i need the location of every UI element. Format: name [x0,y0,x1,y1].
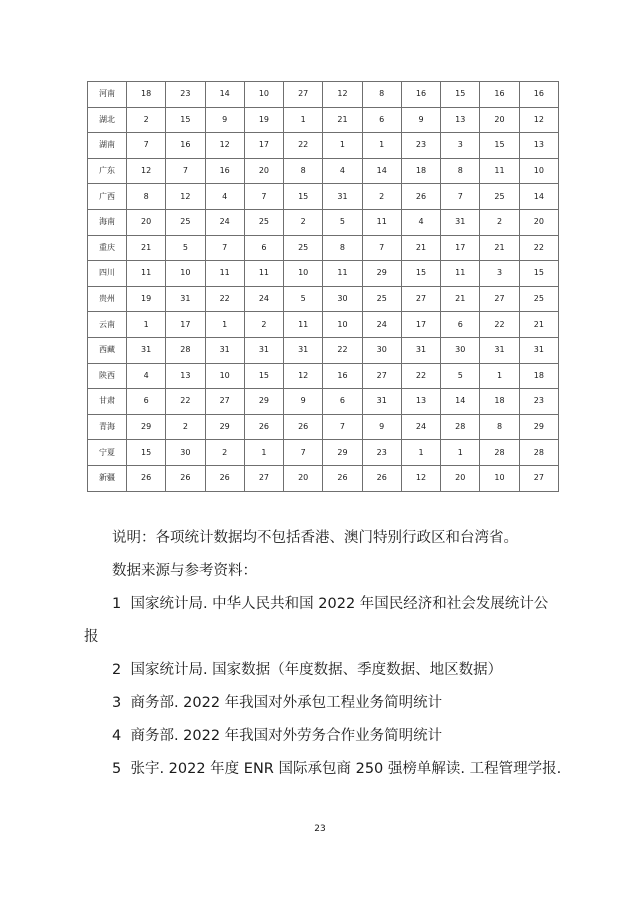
rank-cell: 18 [127,82,166,108]
table-row [88,261,559,287]
rank-cell: 26 [205,465,244,491]
rank-cell: 3 [480,261,519,287]
rank-cell: 29 [519,414,558,440]
rank-cell: 9 [401,107,440,133]
rank-cell: 22 [519,235,558,261]
rank-cell: 30 [323,286,362,312]
rank-cell: 19 [127,286,166,312]
rank-cell: 10 [205,363,244,389]
rank-cell: 2 [127,107,166,133]
rank-cell: 15 [244,363,283,389]
reference-text: 商务部. 2022 年我国对外劳务合作业务简明统计 [130,728,443,744]
province-cell: 青海 [88,414,127,440]
rank-cell: 21 [441,286,480,312]
page-number: 23 [314,824,326,834]
rank-cell: 23 [401,133,440,159]
reference-text: 张宇. 2022 年度 ENR 国际承包商 250 强榜单解读. 工程管理学报. [130,761,562,777]
rank-cell: 21 [127,235,166,261]
rank-cell: 31 [323,184,362,210]
rank-cell: 29 [205,414,244,440]
province-cell: 广东 [88,158,127,184]
rank-cell: 9 [205,107,244,133]
rank-cell: 2 [205,440,244,466]
rank-cell: 21 [323,107,362,133]
reference-2 [84,660,568,680]
rank-cell: 6 [127,389,166,415]
reference-4 [84,726,568,746]
rank-cell: 21 [401,235,440,261]
rank-cell: 12 [166,184,205,210]
province-cell: 重庆 [88,235,127,261]
rank-cell: 15 [441,82,480,108]
rank-cell: 14 [362,158,401,184]
reference-number: 5 [112,761,122,777]
table-row [88,440,559,466]
table-row [88,82,559,108]
ranking-table-body [88,82,559,492]
rank-cell: 20 [244,158,283,184]
rank-cell: 28 [166,337,205,363]
rank-cell: 25 [519,286,558,312]
rank-cell: 31 [480,337,519,363]
rank-cell: 31 [244,337,283,363]
rank-cell: 29 [323,440,362,466]
rank-cell: 31 [127,337,166,363]
rank-cell: 11 [480,158,519,184]
rank-cell: 19 [244,107,283,133]
table-row [88,337,559,363]
rank-cell: 1 [284,107,323,133]
rank-cell: 16 [480,82,519,108]
rank-cell: 12 [205,133,244,159]
rank-cell: 16 [166,133,205,159]
province-cell: 河南 [88,82,127,108]
rank-cell: 5 [441,363,480,389]
table-row [88,133,559,159]
rank-cell: 1 [401,440,440,466]
rank-cell: 25 [244,209,283,235]
table-row [88,389,559,415]
rank-cell: 31 [205,337,244,363]
rank-cell: 14 [441,389,480,415]
rank-cell: 4 [401,209,440,235]
rank-cell: 31 [362,389,401,415]
rank-cell: 24 [401,414,440,440]
rank-cell: 8 [284,158,323,184]
rank-cell: 2 [362,184,401,210]
rank-cell: 11 [244,261,283,287]
rank-cell: 13 [441,107,480,133]
rank-cell: 24 [205,209,244,235]
rank-cell: 11 [323,261,362,287]
rank-cell: 31 [401,337,440,363]
rank-cell: 1 [480,363,519,389]
rank-cell: 10 [244,82,283,108]
rank-cell: 31 [441,209,480,235]
rank-cell: 17 [244,133,283,159]
table-row [88,184,559,210]
rank-cell: 21 [480,235,519,261]
rank-cell: 1 [362,133,401,159]
province-cell: 新疆 [88,465,127,491]
rank-cell: 11 [127,261,166,287]
rank-cell: 4 [127,363,166,389]
rank-cell: 20 [127,209,166,235]
reference-1 [84,594,568,614]
rank-cell: 22 [284,133,323,159]
table-row [88,158,559,184]
province-cell: 西藏 [88,337,127,363]
rank-cell: 2 [244,312,283,338]
rank-cell: 3 [441,133,480,159]
rank-cell: 16 [401,82,440,108]
table-row [88,209,559,235]
rank-cell: 1 [441,440,480,466]
table-row [88,363,559,389]
rank-cell: 1 [205,312,244,338]
rank-cell: 27 [401,286,440,312]
rank-cell: 7 [244,184,283,210]
rank-cell: 7 [362,235,401,261]
rank-cell: 22 [166,389,205,415]
rank-cell: 2 [166,414,205,440]
table-row [88,107,559,133]
rank-cell: 9 [284,389,323,415]
rank-cell: 5 [323,209,362,235]
rank-cell: 30 [166,440,205,466]
rank-cell: 14 [519,184,558,210]
rank-cell: 10 [166,261,205,287]
rank-cell: 22 [480,312,519,338]
rank-cell: 2 [480,209,519,235]
rank-cell: 12 [519,107,558,133]
explanation-note: 说明：各项统计数据均不包括香港、澳门特别行政区和台湾省。 [112,530,518,546]
rank-cell: 11 [362,209,401,235]
rank-cell: 30 [441,337,480,363]
rank-cell: 30 [362,337,401,363]
rank-cell: 12 [323,82,362,108]
rank-cell: 13 [401,389,440,415]
rank-cell: 27 [480,286,519,312]
rank-cell: 5 [284,286,323,312]
rank-cell: 15 [480,133,519,159]
rank-cell: 8 [441,158,480,184]
rank-cell: 22 [323,337,362,363]
rank-cell: 4 [205,184,244,210]
rank-cell: 10 [284,261,323,287]
rank-cell: 1 [323,133,362,159]
rank-cell: 20 [441,465,480,491]
rank-cell: 8 [362,82,401,108]
rank-cell: 25 [480,184,519,210]
table-row [88,286,559,312]
rank-cell: 8 [480,414,519,440]
table-row [88,312,559,338]
rank-cell: 4 [323,158,362,184]
rank-cell: 26 [323,465,362,491]
rank-cell: 18 [480,389,519,415]
rank-cell: 7 [323,414,362,440]
reference-number: 2 [112,662,122,678]
rank-cell: 12 [127,158,166,184]
rank-cell: 22 [205,286,244,312]
province-cell: 贵州 [88,286,127,312]
rank-cell: 12 [284,363,323,389]
notes-section [84,528,568,779]
rank-cell: 11 [205,261,244,287]
province-cell: 四川 [88,261,127,287]
rank-cell: 16 [323,363,362,389]
reference-text: 国家统计局. 中华人民共和国 2022 年国民经济和社会发展统计公 [130,596,549,612]
rank-cell: 23 [166,82,205,108]
reference-number: 3 [112,695,122,711]
rank-cell: 26 [362,465,401,491]
rank-cell: 20 [284,465,323,491]
rank-cell: 31 [519,337,558,363]
rank-cell: 27 [519,465,558,491]
rank-cell: 10 [480,465,519,491]
rank-cell: 6 [323,389,362,415]
rank-cell: 7 [166,158,205,184]
rank-cell: 23 [519,389,558,415]
province-cell: 海南 [88,209,127,235]
rank-cell: 13 [519,133,558,159]
rank-cell: 1 [244,440,283,466]
rank-cell: 31 [166,286,205,312]
province-cell: 云南 [88,312,127,338]
rank-cell: 11 [284,312,323,338]
rank-cell: 10 [519,158,558,184]
rank-cell: 27 [284,82,323,108]
rank-cell: 24 [244,286,283,312]
sources-heading: 数据来源与参考资料： [112,563,257,579]
rank-cell: 14 [205,82,244,108]
province-cell: 湖南 [88,133,127,159]
rank-cell: 28 [480,440,519,466]
table-row [88,414,559,440]
rank-cell: 29 [244,389,283,415]
rank-cell: 25 [362,286,401,312]
rank-cell: 18 [519,363,558,389]
rank-cell: 15 [401,261,440,287]
reference-text: 国家统计局. 国家数据（年度数据、季度数据、地区数据） [130,662,503,678]
rank-cell: 10 [323,312,362,338]
rank-cell: 2 [284,209,323,235]
rank-cell: 17 [401,312,440,338]
rank-cell: 13 [166,363,205,389]
rank-cell: 25 [166,209,205,235]
rank-cell: 26 [166,465,205,491]
rank-cell: 7 [441,184,480,210]
rank-cell: 11 [441,261,480,287]
rank-cell: 28 [441,414,480,440]
rank-cell: 7 [127,133,166,159]
rank-cell: 15 [166,107,205,133]
reference-5 [84,759,568,779]
reference-number: 4 [112,728,122,744]
province-cell: 宁夏 [88,440,127,466]
rank-cell: 29 [362,261,401,287]
province-cell: 陕西 [88,363,127,389]
table-row [88,465,559,491]
reference-text: 商务部. 2022 年我国对外承包工程业务简明统计 [130,695,443,711]
reference-3 [84,693,568,713]
rank-cell: 18 [401,158,440,184]
rank-cell: 16 [519,82,558,108]
rank-cell: 26 [284,414,323,440]
rank-cell: 5 [166,235,205,261]
rank-cell: 8 [127,184,166,210]
rank-cell: 23 [362,440,401,466]
rank-cell: 8 [323,235,362,261]
rank-cell: 26 [401,184,440,210]
rank-cell: 15 [127,440,166,466]
rank-cell: 27 [205,389,244,415]
rank-cell: 12 [401,465,440,491]
rank-cell: 15 [519,261,558,287]
ranking-table [87,81,559,492]
rank-cell: 6 [244,235,283,261]
reference-1-continuation: 报 [84,629,99,645]
rank-cell: 1 [127,312,166,338]
rank-cell: 6 [362,107,401,133]
rank-cell: 17 [166,312,205,338]
rank-cell: 15 [284,184,323,210]
province-cell: 湖北 [88,107,127,133]
rank-cell: 26 [127,465,166,491]
rank-cell: 7 [205,235,244,261]
rank-cell: 20 [519,209,558,235]
rank-cell: 22 [401,363,440,389]
rank-cell: 16 [205,158,244,184]
province-cell: 广西 [88,184,127,210]
province-cell: 甘肃 [88,389,127,415]
rank-cell: 24 [362,312,401,338]
rank-cell: 6 [441,312,480,338]
rank-cell: 27 [362,363,401,389]
rank-cell: 25 [284,235,323,261]
rank-cell: 20 [480,107,519,133]
rank-cell: 29 [127,414,166,440]
rank-cell: 26 [244,414,283,440]
rank-cell: 31 [284,337,323,363]
rank-cell: 17 [441,235,480,261]
rank-cell: 21 [519,312,558,338]
rank-cell: 27 [244,465,283,491]
reference-number: 1 [112,596,122,612]
rank-cell: 7 [284,440,323,466]
table-row [88,235,559,261]
rank-cell: 9 [362,414,401,440]
rank-cell: 28 [519,440,558,466]
